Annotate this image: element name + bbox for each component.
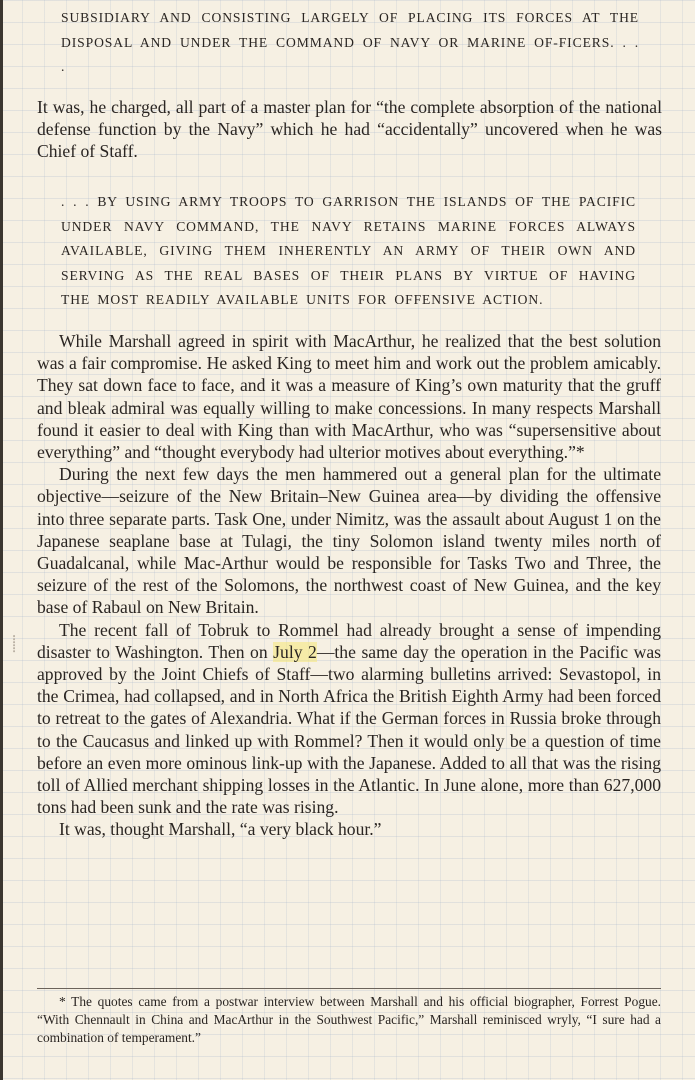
paragraph-marshall-compromise: While Marshall agreed in spirit with MacArthur, he realized that the best solution was a fair compromise. He asked King to meet him and work out the problem amicably. They sat down face to face, and it was a measure of King’s own maturity that the gruff and bleak admiral was equally willing to make concessions. In many respects Marshall found it easier to deal with King than with MacArthur, who was “supersensitive about everything” and “thought everybody had ulterior motives about everything.”* [37,331,661,463]
page-left-edge [0,0,3,1080]
footnote-divider [37,988,661,989]
paragraph-tobruk-part1: The recent fall of Tobruk to Rommel had already brought a sense of impending disaster to Washington. Then on [37,619,661,662]
block-quote-1: SUBSIDIARY AND CONSISTING LARGELY OF PLACING ITS FORCES AT THE DISPOSAL AND UNDER THE COMMAND OF NAVY OR MARINE OF-FICERS. . . . [61,10,639,74]
highlighted-date: July 2 [273,641,317,662]
paragraph-tobruk [37,619,661,819]
intro-paragraph: It was, he charged, all part of a master plan for “the complete absorption of the national defense function by the Navy” which he had “accidentally” uncovered when he was Chief of Staff. [37,97,662,162]
paragraph-general-plan: During the next few days the men hammered out a general plan for the ultimate objective—seizure of the New Britain–New Guinea area—by dividing the offensive into three separate parts. Task One, under Nimitz, was the assault about August 1 on the Japanese seaplane base at Tulagi, the tiny Solomon island twenty miles north of Guadalcanal, while Mac-Arthur would be responsible for Tasks Two and Three, the seizure of the rest of the Solomons, the northwest coast of New Guinea, and the key base of Rabaul on New Britain. [37,464,661,618]
margin-smudge-icon: ⸽ [12,634,17,653]
block-quote-2: . . . BY USING ARMY TROOPS TO GARRISON THE ISLANDS OF THE PACIFIC UNDER NAVY COMMAND, THE NAVY RETAINS MARINE FORCES ALWAYS AVAILABLE, GIVING THEM INHERENTLY AN ARMY OF THEIR OWN AND SERVING AS THE REAL BASES OF THEIR PLANS BY VIRTUE OF HAVING THE MOST READILY AVAILABLE UNITS FOR OFFENSIVE ACTION. [61,194,636,307]
paragraph-tobruk-part2: —the same day the operation in the Pacific was approved by the Joint Chiefs of Staff—two alarming bulletins arrived: Sevastopol, in the Crimea, had collapsed, and in North Africa the British Eighth Army had been forced to retreat to the gates of Alexandria. What if the German forces in Russia broke through to the Caucasus and linked up with Rommel? Then it would only be a question of time before an even more ominous link-up with the Japanese. Added to all that was the rising toll of Allied merchant shipping losses in the Atlantic. In June alone, more than 627,000 tons had been sunk and the rate was rising. [37,641,661,818]
paragraph-black-hour: It was, thought Marshall, “a very black hour.” [59,819,382,840]
footnote: * The quotes came from a postwar interview between Marshall and his official biographer, Forrest Pogue. “With Chennault in China and MacArthur in the Southwest Pacific,” Marshall reminisced wryly, “I sure had a combination of temperament.” [37,994,661,1045]
body-text [37,330,661,841]
